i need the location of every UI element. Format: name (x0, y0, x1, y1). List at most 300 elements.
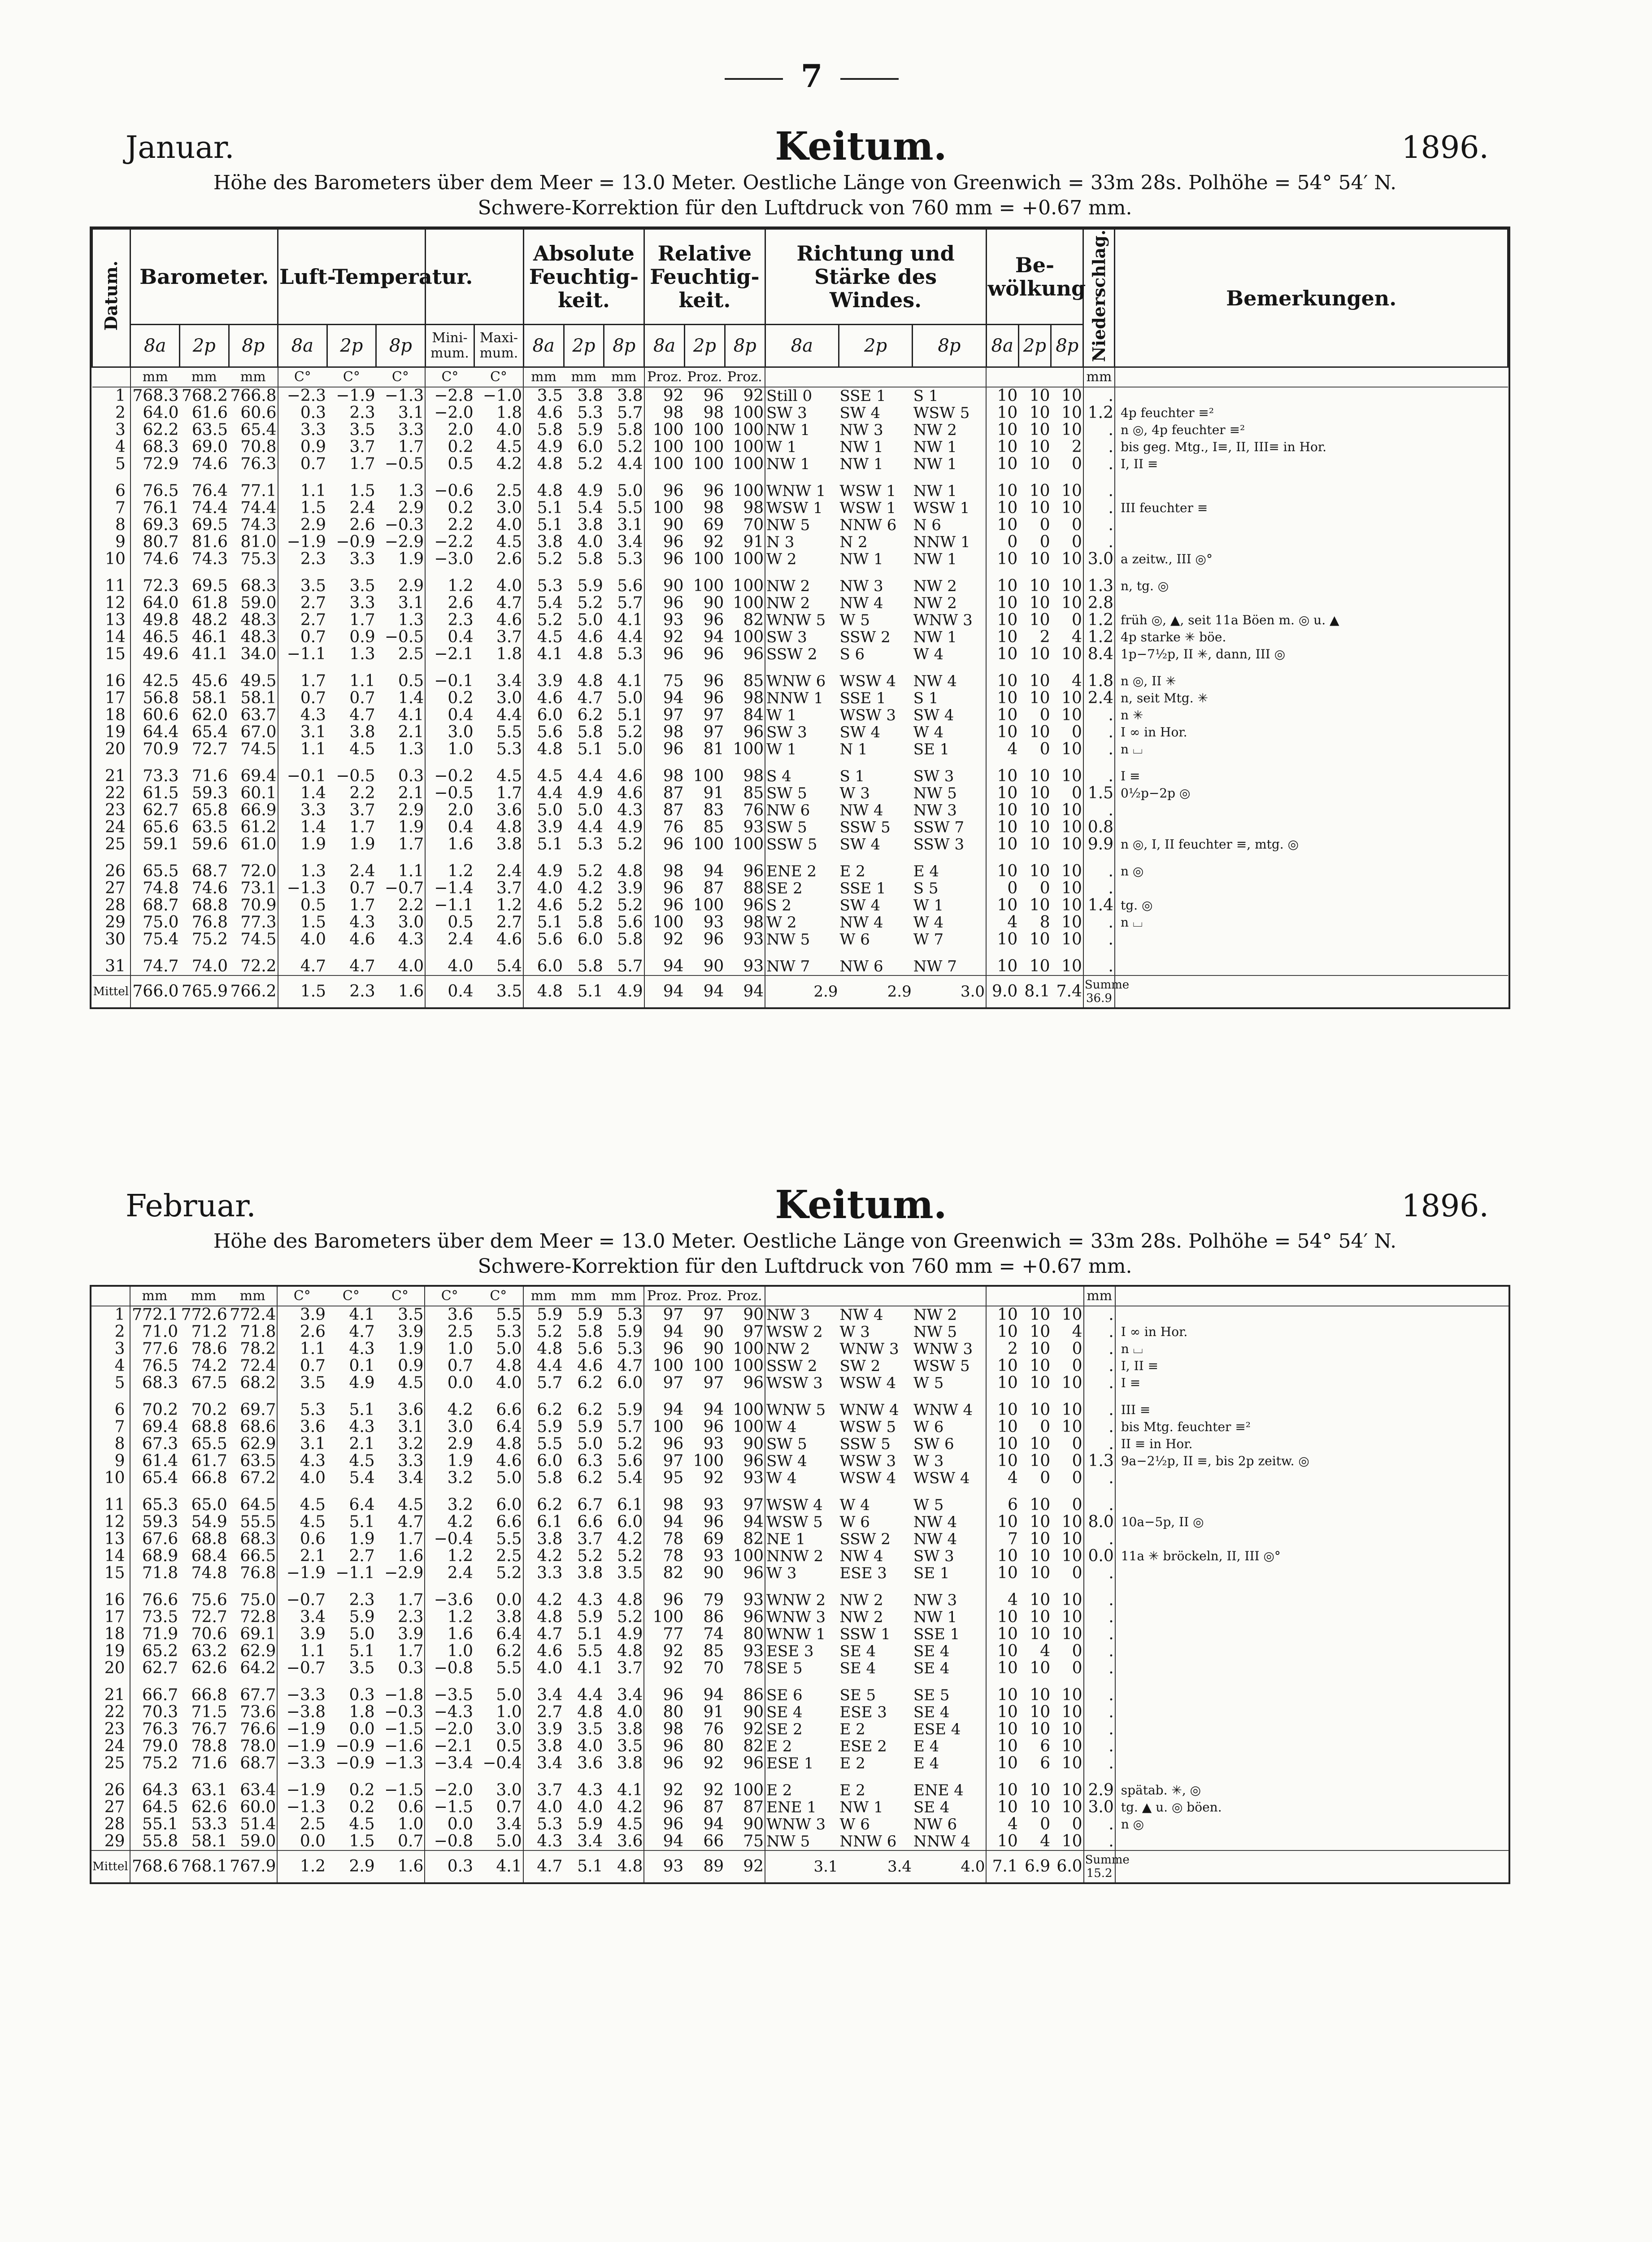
value-cell: 1.8 (496, 404, 522, 422)
value-cell: −1.1 (335, 1564, 375, 1582)
value-cell: . (1083, 880, 1115, 897)
value-cell: 74.8 (191, 1564, 227, 1582)
value-cell: 6.2 (577, 706, 603, 725)
value-cell: 10 (1061, 1547, 1082, 1565)
value-cell: 73.3 (130, 758, 180, 785)
value-cell: 5.8 (577, 723, 603, 742)
value-cell: 3.3 (523, 1565, 564, 1582)
value-cell: NW 1 (839, 550, 883, 569)
value-cell: 72.7 (191, 1608, 227, 1626)
value-cell: 4.3 (577, 1591, 603, 1609)
value-cell: NW 4 (913, 672, 957, 691)
value-cell: 3.3 (398, 1452, 424, 1470)
value-cell: 94 (644, 1833, 684, 1850)
value-cell: 3.7 (577, 1530, 603, 1548)
day-cell: 12 (105, 594, 126, 613)
value-cell: 0.8 (1083, 819, 1115, 836)
value-cell: 3.3 (398, 421, 424, 440)
value-cell: SE 4 (913, 1703, 950, 1721)
value-cell: 3.5 (523, 387, 564, 405)
value-cell: 10 (986, 1453, 1018, 1470)
value-cell: 100 (733, 421, 764, 440)
value-cell: 97 (644, 1453, 684, 1470)
value-cell: 10 (1030, 1401, 1051, 1419)
value-cell: 66.8 (191, 1469, 227, 1487)
value-cell: 61.8 (191, 594, 228, 613)
value-cell: 48.2 (191, 611, 228, 630)
value-cell: 8.0 (1084, 1514, 1115, 1531)
value-cell: . (1083, 853, 1115, 880)
remark-cell (1115, 1565, 1509, 1582)
value-cell: 1.9 (398, 550, 424, 569)
value-cell: WSW 4 (839, 1469, 896, 1487)
value-cell: 64.2 (240, 1659, 276, 1677)
value-cell: 4.5 (349, 1815, 375, 1833)
value-cell: 70.9 (240, 896, 277, 915)
value-cell: 2.2 (425, 517, 474, 534)
value-cell: 5.3 (577, 835, 603, 854)
value-cell: 4.5 (496, 767, 522, 786)
value-cell: 71.9 (130, 1626, 179, 1643)
value-cell: 94 (703, 1401, 724, 1419)
value-cell: 6.0 (523, 1453, 564, 1470)
table-row (91, 1306, 1509, 1323)
value-cell: 87 (644, 802, 685, 819)
value-cell: 94 (644, 690, 685, 707)
value-cell: 0.9 (349, 628, 375, 647)
value-cell: NW 1 (913, 628, 957, 647)
value-cell: 90 (743, 1435, 764, 1453)
mean-cell: 7.1 (986, 1850, 1018, 1882)
value-cell: 1.3 (398, 611, 424, 630)
day-cell: 8 (114, 1435, 125, 1453)
value-cell: 49.6 (130, 646, 180, 663)
value-cell: 98 (644, 853, 685, 880)
value-cell: SW 6 (913, 1435, 954, 1453)
value-cell: SE 1 (913, 1564, 950, 1582)
value-cell: 4.3 (277, 1453, 326, 1470)
value-cell: 1.7 (349, 818, 375, 837)
value-cell: 3.5 (278, 568, 327, 595)
day-cell: 8 (115, 516, 126, 535)
value-cell: −0.7 (277, 1660, 326, 1677)
value-cell: SSW 5 (765, 836, 839, 853)
value-cell: 2.3 (398, 1608, 424, 1626)
value-cell: 10 (986, 422, 1018, 439)
unit-cell (1115, 1287, 1509, 1306)
value-cell: ESE 1 (765, 1755, 839, 1772)
value-cell: 71.6 (191, 1754, 227, 1772)
value-cell: 1.4 (278, 819, 327, 836)
value-cell: 1.9 (398, 1340, 424, 1358)
value-cell: WSW 4 (765, 1487, 839, 1514)
value-cell: . (1084, 1419, 1115, 1436)
remark-cell: 0½p−2p ◎ (1115, 785, 1508, 802)
value-cell: 10 (1061, 1754, 1082, 1772)
value-cell: 0 (1072, 1815, 1082, 1833)
value-cell: W 4 (913, 645, 944, 664)
table-row (91, 1487, 1509, 1514)
day-cell: 3 (114, 1340, 125, 1358)
value-cell: S 6 (839, 645, 865, 664)
value-cell: 74.6 (191, 455, 228, 474)
day-cell: 4 (115, 438, 126, 457)
value-cell: 6.7 (577, 1496, 603, 1514)
value-cell: 6.4 (496, 1418, 522, 1436)
table-row (92, 551, 1508, 568)
day-cell: 18 (104, 1625, 125, 1643)
value-cell: 74.0 (191, 957, 228, 976)
value-cell: 10 (1030, 1435, 1051, 1453)
value-cell: 10 (986, 707, 1018, 724)
value-cell: 4.3 (349, 1340, 375, 1358)
day-cell: 5 (114, 1374, 125, 1392)
value-cell: 0.9 (278, 439, 327, 456)
sum-cell: Summe 36.9 (1083, 975, 1115, 1007)
value-cell: 82 (743, 1737, 764, 1755)
month-title: Februar. (126, 1188, 256, 1224)
value-cell: 4.8 (523, 1609, 564, 1626)
table-row (92, 663, 1508, 690)
value-cell: 4.2 (523, 1582, 564, 1609)
value-cell: W 4 (765, 1470, 839, 1487)
unit-cell (1018, 367, 1051, 387)
mean-cell: 4.1 (474, 1850, 523, 1882)
value-cell: 3.7 (523, 1772, 564, 1799)
value-cell: −1.9 (277, 1738, 326, 1755)
value-cell: SW 2 (839, 1357, 881, 1375)
value-cell: 3.4 (577, 1832, 603, 1850)
value-cell: 97 (703, 706, 724, 725)
value-cell: 1.3 (1084, 1453, 1115, 1470)
value-cell: 10 (1030, 1496, 1051, 1514)
day-cell: 11 (105, 577, 126, 596)
remark-cell (1115, 595, 1508, 612)
table-row (91, 1436, 1509, 1453)
value-cell: 6 (1040, 1754, 1051, 1772)
value-cell: 10 (1029, 767, 1050, 786)
value-cell: 4.0 (523, 1660, 564, 1677)
value-cell: 10 (1061, 879, 1082, 898)
value-cell: 0.0 (425, 1375, 474, 1392)
value-cell: 0.4 (425, 707, 474, 724)
value-cell: 10 (1061, 1798, 1082, 1816)
value-cell: 10 (1029, 645, 1050, 664)
table-row (92, 758, 1508, 785)
value-cell: 100 (644, 914, 685, 931)
value-cell: 0 (1072, 1435, 1082, 1453)
value-cell: . (1084, 1375, 1115, 1392)
remark-cell: 4p feuchter ≡² (1115, 405, 1508, 422)
value-cell: 3.8 (617, 1720, 643, 1738)
value-cell: −3.3 (277, 1755, 326, 1772)
value-cell: 93 (644, 612, 685, 629)
value-cell: ENE 2 (765, 853, 839, 880)
value-cell: 100 (693, 438, 724, 457)
value-cell: 96 (644, 880, 685, 897)
value-cell: NW 7 (765, 948, 839, 975)
day-cell: 2 (115, 404, 126, 422)
value-cell: 79.0 (130, 1738, 179, 1755)
value-cell: 1.0 (425, 1341, 474, 1358)
value-cell: . (1083, 517, 1115, 534)
value-cell: 4.7 (398, 1513, 424, 1531)
value-cell: 93 (703, 1435, 724, 1453)
table-row (91, 1419, 1509, 1436)
value-cell: 3.5 (617, 1564, 643, 1582)
value-cell: NW 5 (913, 784, 957, 803)
value-cell: 4.8 (577, 1703, 603, 1721)
value-cell: 67.0 (240, 723, 277, 742)
unit-cell (913, 367, 986, 387)
day-cell: 7 (114, 1418, 125, 1436)
value-cell: 10 (1061, 1306, 1082, 1324)
value-cell: 10 (986, 1721, 1018, 1738)
value-cell: 75 (743, 1832, 764, 1850)
value-cell: 10 (1030, 1564, 1051, 1582)
value-cell: 2.7 (278, 595, 327, 612)
value-cell: 71.8 (130, 1565, 179, 1582)
value-cell: 4.6 (496, 930, 522, 949)
value-cell: 10 (986, 1609, 1018, 1626)
value-cell: 1.7 (349, 896, 375, 915)
sub-2p: 2p (564, 325, 604, 367)
value-cell: 5.0 (523, 802, 564, 819)
value-cell: 10 (986, 758, 1018, 785)
value-cell: 4.4 (577, 767, 603, 786)
remark-cell: n ⌴ (1115, 1341, 1509, 1358)
value-cell: 10 (986, 1677, 1018, 1704)
value-cell: 5.1 (523, 914, 564, 931)
mean-cell: 3.4 (839, 1850, 913, 1882)
value-cell: 93 (743, 1469, 764, 1487)
value-cell: 4.7 (349, 1323, 375, 1341)
value-cell: 96 (644, 473, 685, 500)
value-cell: . (1084, 1436, 1115, 1453)
value-cell: −0.1 (425, 663, 474, 690)
value-cell: 5.5 (577, 1642, 603, 1660)
value-cell: W 4 (913, 723, 944, 742)
value-cell: W 6 (839, 1815, 870, 1833)
value-cell: 75.6 (191, 1591, 227, 1609)
table-row (92, 473, 1508, 500)
day-cell: 30 (105, 930, 126, 949)
value-cell: 100 (693, 1452, 724, 1470)
value-cell: 3.3 (278, 802, 327, 819)
value-cell: 59.1 (130, 836, 180, 853)
day-cell: 16 (104, 1591, 125, 1609)
value-cell: 10 (1061, 862, 1082, 881)
table-row (92, 707, 1508, 724)
value-cell: 4.3 (523, 1833, 564, 1850)
value-cell: 10 (1061, 1832, 1082, 1850)
value-cell: NW 1 (913, 438, 957, 457)
value-cell: 0.9 (398, 1357, 424, 1375)
gravity-correction: Schwere-Korrektion für den Luftdruck von 760 mm = +0.67 mm. (478, 196, 1132, 219)
value-cell: 5.3 (277, 1392, 326, 1419)
value-cell: SW 4 (839, 404, 881, 422)
value-cell: SE 4 (913, 1642, 950, 1660)
value-cell: 2.4 (1083, 690, 1115, 707)
day-cell: 27 (104, 1798, 125, 1816)
value-cell: 76.4 (191, 482, 228, 501)
value-cell: ESE 3 (839, 1564, 887, 1582)
table-row (91, 1660, 1509, 1677)
remark-cell: n ◎, II ✳ (1115, 663, 1508, 690)
value-cell: E 2 (839, 1781, 865, 1799)
value-cell: 100 (733, 1357, 764, 1375)
value-cell: 4.5 (398, 1496, 424, 1514)
value-cell: −1.9 (277, 1565, 326, 1582)
value-cell: 0 (1071, 611, 1082, 630)
value-cell: −0.9 (336, 533, 375, 552)
value-cell: 70.6 (191, 1625, 227, 1643)
value-cell: 0.7 (425, 1358, 474, 1375)
value-cell: 5.3 (617, 550, 643, 569)
value-cell: 96 (644, 551, 685, 568)
value-cell: 3.1 (278, 724, 327, 741)
value-cell: 10 (986, 551, 1018, 568)
value-cell: NNW 4 (913, 1833, 970, 1850)
value-cell: 10 (1061, 1513, 1082, 1531)
value-cell: 0.2 (349, 1781, 375, 1799)
value-cell: 70 (703, 1659, 724, 1677)
unit-cell: mm (523, 367, 564, 387)
value-cell: 3.3 (278, 422, 327, 439)
value-cell: 4.8 (496, 1435, 522, 1453)
value-cell: 94 (644, 1323, 684, 1341)
value-cell: 5.2 (577, 455, 603, 474)
value-cell: 69.4 (130, 1419, 179, 1436)
value-cell: 10 (1030, 1374, 1051, 1392)
table-row (91, 1358, 1509, 1375)
value-cell: 65.0 (191, 1496, 227, 1514)
value-cell: 63.5 (191, 421, 228, 440)
value-cell: 10 (1029, 438, 1050, 457)
value-cell: 3.7 (496, 628, 522, 647)
year-title: 1896. (1401, 130, 1489, 165)
value-cell: . (1084, 1323, 1115, 1341)
value-cell: 3.4 (398, 1469, 424, 1487)
value-cell: −2.0 (425, 1721, 474, 1738)
value-cell: 59.0 (240, 1832, 276, 1850)
value-cell: 0.5 (425, 914, 474, 931)
remark-cell (1115, 1704, 1509, 1721)
value-cell: 10 (1030, 1608, 1051, 1626)
value-cell: 772.1 (130, 1306, 179, 1323)
value-cell: 92 (743, 1720, 764, 1738)
value-cell: WSW 2 (765, 1323, 839, 1341)
value-cell: 100 (733, 1340, 764, 1358)
value-cell: 2.6 (277, 1323, 326, 1341)
value-cell: 5.3 (617, 1306, 643, 1324)
value-cell: 5.2 (577, 896, 603, 915)
value-cell: 6.0 (617, 1374, 643, 1392)
value-cell: NNW 2 (765, 1548, 839, 1565)
value-cell: 68.3 (130, 439, 180, 456)
value-cell: 5.8 (617, 930, 643, 949)
day-cell: 13 (104, 1530, 125, 1548)
value-cell: 92 (703, 533, 724, 552)
unit-cell: C° (474, 1287, 523, 1306)
value-cell: WNW 1 (765, 473, 839, 500)
value-cell: NW 2 (839, 1591, 883, 1609)
value-cell: 100 (733, 1547, 764, 1565)
value-cell: 4.4 (617, 628, 643, 647)
sub-8a: 8a (523, 325, 564, 367)
value-cell: 4.0 (496, 421, 522, 440)
col-rel: Relative Feuchtig- keit. (644, 229, 765, 325)
value-cell: 5.0 (577, 611, 603, 630)
value-cell: −0.1 (278, 758, 327, 785)
value-cell: 1.2 (496, 896, 522, 915)
remark-cell (1115, 880, 1508, 897)
value-cell: 100 (733, 482, 764, 501)
value-cell: 75 (644, 663, 685, 690)
value-cell: 10 (986, 629, 1018, 646)
value-cell: 10 (986, 473, 1018, 500)
value-cell: 3.4 (496, 1815, 522, 1833)
value-cell: 5.3 (577, 404, 603, 422)
value-cell: 1.7 (398, 835, 424, 854)
value-cell: 4.4 (523, 785, 564, 802)
value-cell: E 2 (839, 1720, 865, 1738)
remark-cell: 11a ✳ bröckeln, II, III ◎° (1115, 1548, 1509, 1565)
value-cell: 2 (1071, 438, 1082, 457)
value-cell: 75.0 (240, 1591, 276, 1609)
value-cell: 10 (986, 802, 1018, 819)
value-cell: 69 (703, 516, 724, 535)
value-cell: . (1084, 1704, 1115, 1721)
value-cell: 5.4 (577, 499, 603, 518)
value-cell: . (1083, 948, 1115, 975)
value-cell: 4.0 (496, 1374, 522, 1392)
unit-cell: C° (277, 1287, 326, 1306)
value-cell: S 4 (765, 758, 839, 785)
value-cell: 92 (703, 1469, 724, 1487)
value-cell: 90 (703, 1323, 724, 1341)
value-cell: 2.4 (349, 862, 375, 881)
mean-row (92, 975, 1508, 1007)
value-cell: −0.4 (425, 1531, 474, 1548)
value-cell: NW 3 (913, 801, 957, 820)
value-cell: 70.2 (191, 1401, 227, 1419)
table-row (91, 1772, 1509, 1799)
sub-8p: 8p (1051, 325, 1083, 367)
value-cell: 97 (644, 1306, 684, 1323)
value-cell: 71.8 (240, 1323, 276, 1341)
value-cell: 76.5 (130, 473, 180, 500)
value-cell: −2.9 (384, 533, 424, 552)
value-cell: 100 (644, 422, 685, 439)
unit-cell: C° (327, 367, 376, 387)
unit-cell (1019, 1287, 1051, 1306)
sub-max: Maxi- mum. (474, 325, 524, 367)
value-cell: 94 (703, 862, 724, 881)
value-cell: 2.5 (496, 482, 522, 501)
table-row (92, 500, 1508, 517)
value-cell: 62.0 (191, 706, 228, 725)
value-cell: 3.0 (1083, 551, 1115, 568)
table-row (92, 612, 1508, 629)
value-cell: 6.0 (577, 930, 603, 949)
value-cell: 1.0 (425, 741, 474, 758)
value-cell: 5.2 (617, 1435, 643, 1453)
remark-cell (1115, 1721, 1509, 1738)
value-cell: N 2 (839, 533, 868, 552)
value-cell: W 5 (839, 611, 870, 630)
value-cell: 55.1 (130, 1816, 179, 1833)
